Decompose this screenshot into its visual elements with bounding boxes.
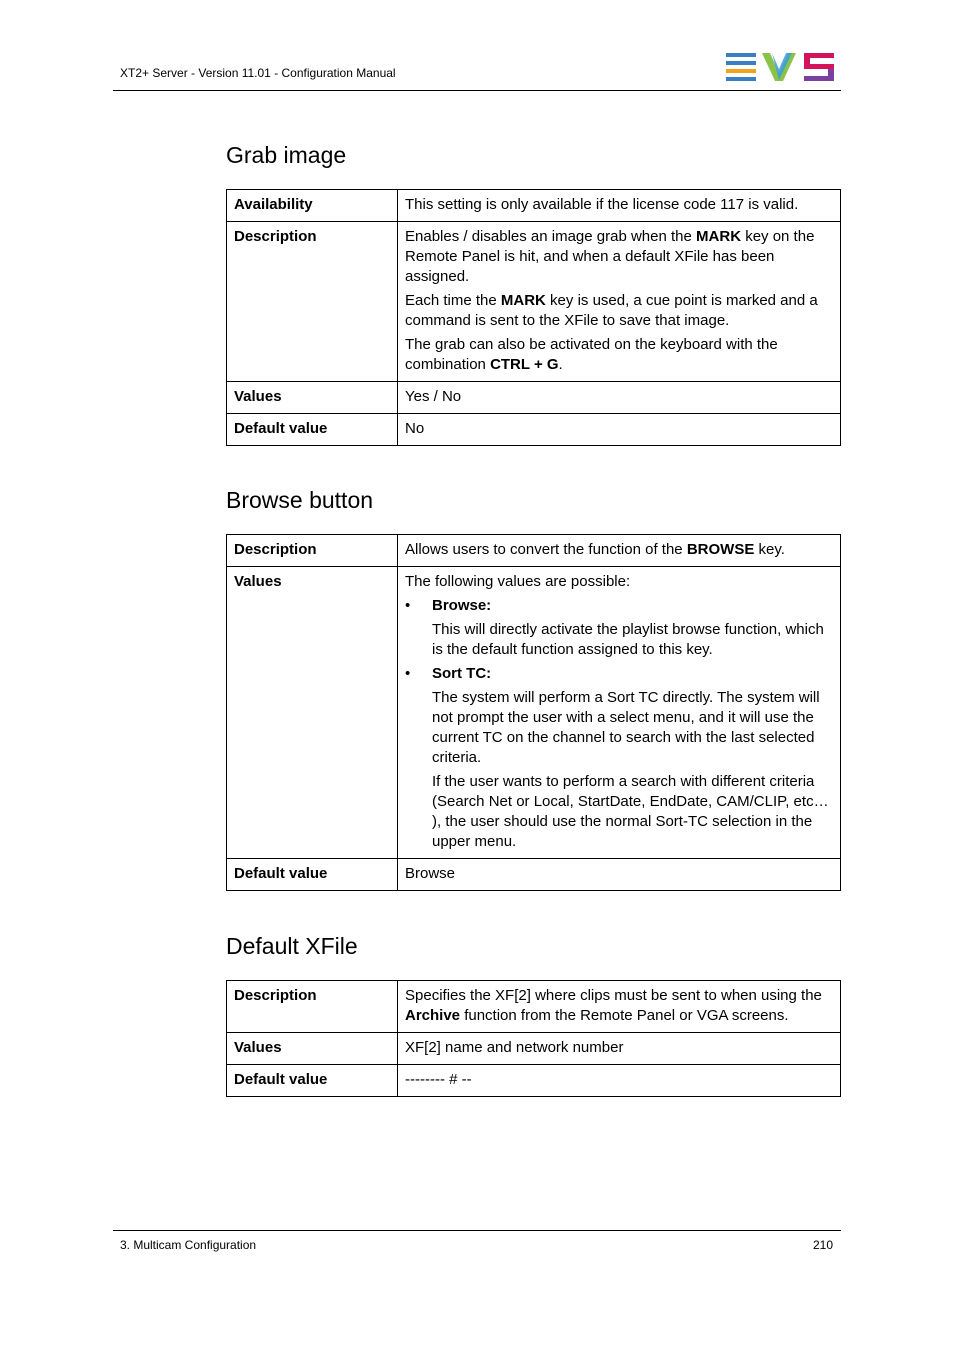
row-key: Default value xyxy=(227,859,398,891)
key-name: MARK xyxy=(696,228,742,245)
text: Allows users to convert the function of the xyxy=(405,541,687,558)
value-explanation: This will directly activate the playlist browse function, which is the default function assigned to this key. xyxy=(432,621,824,658)
table-row xyxy=(227,414,841,446)
bullet: • xyxy=(405,665,411,682)
row-key: Default value xyxy=(227,1065,398,1097)
text: Enables / disables an image grab when the xyxy=(405,228,697,245)
table-row xyxy=(227,1033,841,1065)
text: Specifies the XF[2] where clips must be sent to when using the xyxy=(405,987,822,1004)
list-item xyxy=(405,664,833,852)
table-row xyxy=(227,859,841,891)
row-key: Values xyxy=(227,1033,398,1065)
text: key is used, a cue point is marked and a command is sent to the XFile to save that image. xyxy=(405,292,818,329)
section-title-browse-button: Browse button xyxy=(226,487,374,513)
logo-s-left xyxy=(804,58,810,65)
logo-bar-blue-3 xyxy=(726,77,756,81)
value-explanation: The system will perform a Sort TC directly. The system will not prompt the user with a select menu, and it will use the current TC on the channel to search with the last selected criteria. xyxy=(432,689,820,766)
key-combination: CTRL + G xyxy=(490,356,559,373)
row-value: Browse xyxy=(398,859,841,891)
logo-s-right xyxy=(828,69,834,76)
table-row xyxy=(227,567,841,859)
table-row xyxy=(227,190,841,222)
default-xfile-table xyxy=(226,980,841,1097)
section-title-grab-image: Grab image xyxy=(226,142,347,168)
logo-bar-blue-2 xyxy=(726,61,756,65)
grab-image-table xyxy=(226,189,841,446)
value-term: Sort TC: xyxy=(432,665,492,682)
document-title: XT2+ Server - Version 11.01 - Configuration Manual xyxy=(120,66,396,80)
row-key: Availability xyxy=(227,190,398,222)
function-name: Archive xyxy=(405,1007,461,1024)
logo-s-top xyxy=(804,53,834,58)
text: Each time the xyxy=(405,292,501,309)
description-paragraph xyxy=(405,335,833,375)
text: . xyxy=(558,356,563,373)
row-value xyxy=(398,981,841,1033)
footer-chapter: 3. Multicam Configuration xyxy=(120,1238,257,1252)
logo-s-mid xyxy=(804,64,834,69)
row-key: Values xyxy=(227,567,398,859)
section-title-default-xfile: Default XFile xyxy=(226,933,358,959)
text: The grab can also be activated on the keyboard with the combination xyxy=(405,336,778,373)
description-paragraph xyxy=(405,291,833,331)
values-list xyxy=(405,596,833,852)
key-name: BROWSE xyxy=(686,541,755,558)
row-value xyxy=(398,222,841,382)
logo-bar-orange xyxy=(726,69,756,73)
browse-button-table xyxy=(226,534,841,891)
row-key: Description xyxy=(227,222,398,382)
row-value: This setting is only available if the license code 117 is valid. xyxy=(398,190,841,222)
text: key on the Remote Panel is hit, and when a default XFile has been assigned. xyxy=(405,228,815,285)
table-row xyxy=(227,535,841,567)
table-row xyxy=(227,222,841,382)
key-name: MARK xyxy=(500,292,546,309)
evs-logo xyxy=(726,53,834,81)
row-value: XF[2] name and network number xyxy=(398,1033,841,1065)
row-key: Default value xyxy=(227,414,398,446)
value-term: Browse: xyxy=(432,597,492,614)
text: function from the Remote Panel or VGA screens. xyxy=(460,1007,789,1024)
row-value xyxy=(398,567,841,859)
description-paragraph xyxy=(405,227,833,287)
row-key: Description xyxy=(227,981,398,1033)
values-intro: The following values are possible: xyxy=(405,573,631,590)
logo-s-bottom xyxy=(804,76,834,81)
row-value: Yes / No xyxy=(398,382,841,414)
page-number: 210 xyxy=(812,1238,833,1252)
row-value xyxy=(398,535,841,567)
table-row xyxy=(227,1065,841,1097)
header-divider xyxy=(113,90,841,91)
footer-divider xyxy=(113,1230,841,1231)
row-key: Description xyxy=(227,535,398,567)
bullet: • xyxy=(405,597,411,614)
logo-bar-blue xyxy=(726,53,756,57)
list-item xyxy=(405,596,833,660)
text: key. xyxy=(754,541,785,558)
row-key: Values xyxy=(227,382,398,414)
value-explanation: If the user wants to perform a search with different criteria (Search Net or Local, StartDate, EndDate, CAM/CLIP, etc… ), the user should use the normal Sort-TC selection in the upper menu. xyxy=(432,773,829,850)
row-value: -------- # -- xyxy=(398,1065,841,1097)
table-row xyxy=(227,382,841,414)
row-value: No xyxy=(398,414,841,446)
table-row xyxy=(227,981,841,1033)
